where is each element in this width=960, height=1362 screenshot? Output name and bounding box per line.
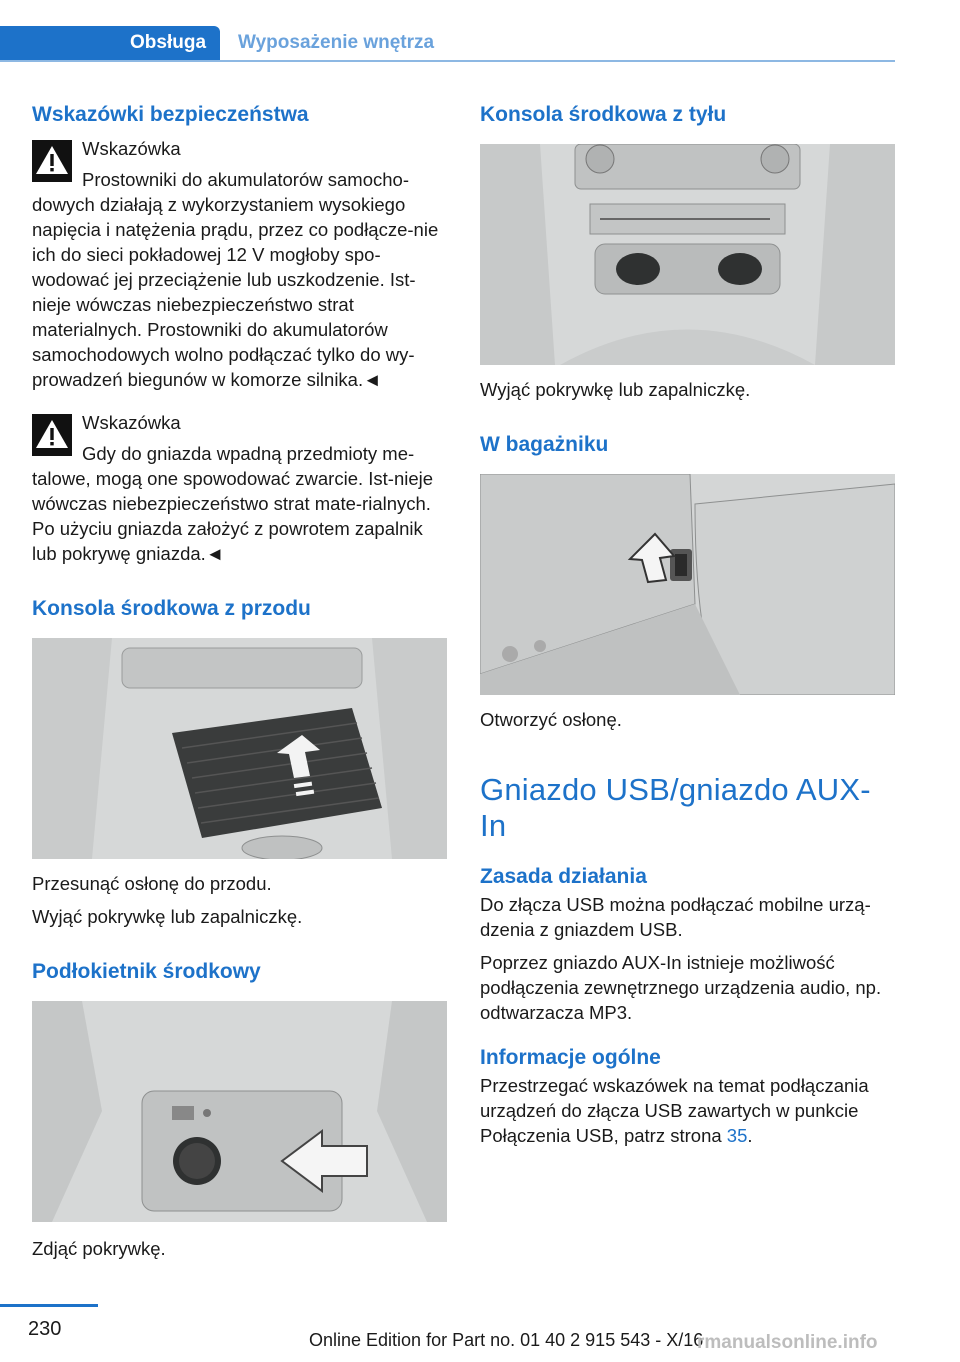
general-info-body: Przestrzegać wskazówek na temat podłączania urządzeń do złącza USB zawartych w punkcie Połączenia USB, patrz strona (480, 1075, 869, 1146)
trunk-step: Otworzyć osłonę. (480, 709, 622, 730)
warning-1-title: Wskazówka (82, 138, 181, 159)
armrest-heading: Podłokietnik środkowy (32, 960, 261, 983)
rear-console-heading: Konsola środkowa z tyłu (480, 103, 727, 126)
rear-console-step: Wyjąć pokrywkę lub zapalniczkę. (480, 379, 751, 400)
right-column (480, 100, 895, 1148)
warning-1-text: Prostowniki do akumulatorów samocho-dowych działają z wykorzystaniem wysokiego napięcia i natężenia prądu, przez co podłącze-nie ich do sieci pokładowej 12 V mogłoby spo-wodować jej przeciążenie lub uszkodzenie. Ist-nieje wówczas niebezpieczeństwo strat materialnych. Prostowniki do akumulatorów samochodowych wolno podłączać tylko do wy-prowadzeń biegunów w komorze silnika.◄ (32, 169, 439, 390)
front-console-step-1: Przesunąć osłonę do przodu. (32, 873, 272, 894)
warning-triangle-icon (32, 140, 72, 182)
watermark: rmanualsonline.info (697, 1332, 878, 1353)
tab-obsluga[interactable]: Obsługa (0, 26, 220, 60)
armrest-figure (32, 1001, 447, 1222)
front-console-step-2: Wyjąć pokrywkę lub zapalniczkę. (32, 906, 303, 927)
header-tabs (0, 26, 452, 62)
page-number: 230 (28, 1318, 62, 1340)
left-column (32, 100, 447, 1261)
general-info-text (480, 1073, 895, 1148)
general-info-heading: Informacje ogólne (480, 1046, 661, 1069)
warning-triangle-icon (32, 414, 72, 456)
tab-wyposazenie-wnetrza[interactable]: Wyposażenie wnętrza (238, 32, 435, 53)
edition-text: Online Edition for Part no. 01 40 2 915 543 - X/16 (309, 1330, 704, 1350)
front-console-heading: Konsola środkowa z przodu (32, 597, 311, 620)
usb-aux-heading: Gniazdo USB/gniazdo AUX-In (480, 772, 871, 843)
page-link-35[interactable]: 35 (726, 1125, 748, 1146)
principle-text-1: Do złącza USB można podłączać mobilne urzą-dzenia z gniazdem USB. (480, 894, 871, 940)
principle-heading: Zasada działania (480, 865, 647, 888)
armrest-step: Zdjąć pokrywkę. (32, 1238, 166, 1259)
footer-rule (0, 1304, 98, 1307)
rear-console-figure (480, 144, 895, 365)
trunk-figure (480, 474, 895, 695)
header-divider (0, 60, 895, 62)
general-info-end: . (747, 1125, 753, 1146)
warning-note-1 (32, 136, 447, 392)
trunk-heading: W bagażniku (480, 433, 609, 456)
front-console-figure (32, 638, 447, 859)
warning-2-title: Wskazówka (82, 412, 181, 433)
warning-2-text: Gdy do gniazda wpadną przedmioty me-talowe, mogą one spowodować zwarcie. Ist-nieje wówczas niebezpieczeństwo strat mate-rialnych. Po użyciu gniazda założyć z powrotem zapalnik lub pokrywę gniazda.◄ (32, 443, 434, 564)
principle-text-2: Poprzez gniazdo AUX-In istnieje możliwość podłączenia zewnętrznego urządzenia audio, np. odtwarzacza MP3. (480, 952, 882, 1023)
warning-note-2 (32, 410, 447, 566)
safety-heading: Wskazówki bezpieczeństwa (32, 103, 309, 126)
